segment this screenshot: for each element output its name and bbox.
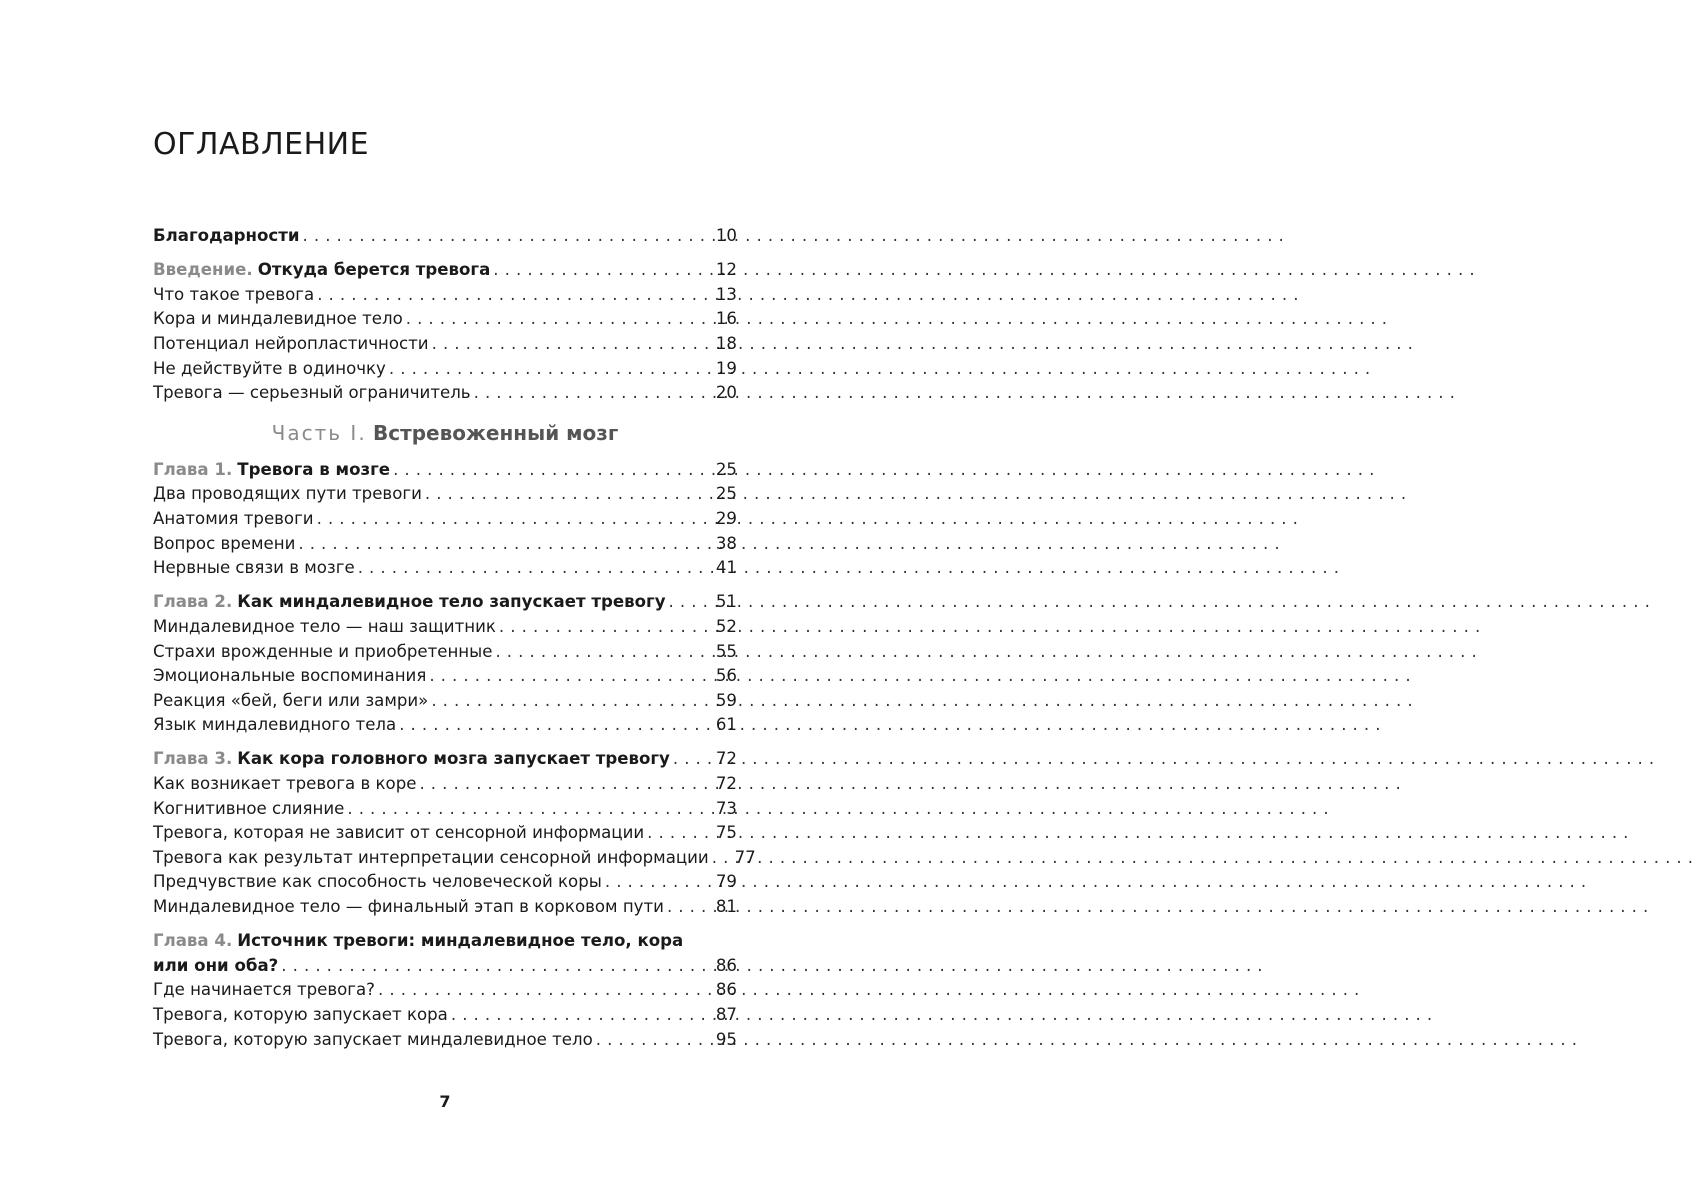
dot-leader <box>317 283 707 308</box>
dot-leader <box>393 458 707 483</box>
dot-leader <box>399 713 707 738</box>
page-number: 7 <box>439 1092 451 1111</box>
toc-entry-text: Благодарности <box>153 226 300 245</box>
toc-entry-prefix: Глава 2. <box>153 592 233 612</box>
toc-entry-chapter-1-4[interactable] <box>153 556 737 581</box>
dot-leader <box>378 978 707 1003</box>
dot-leader <box>303 224 708 249</box>
toc-entry-text: Тревога — серьезный ограничитель <box>153 383 471 403</box>
dot-leader <box>429 664 707 689</box>
toc-page-number: 25 <box>715 459 737 479</box>
dot-leader <box>495 640 707 665</box>
dot-leader <box>474 381 707 406</box>
dot-leader <box>596 1028 707 1053</box>
toc-entry-text: Страхи врожденные и приобретенные <box>153 641 493 661</box>
toc-page-number: 87 <box>715 1005 737 1024</box>
dot-leader <box>432 332 707 357</box>
toc-entry-text: Что такое тревога <box>153 284 315 304</box>
dot-leader <box>493 258 707 283</box>
toc-page-number: 61 <box>715 715 737 735</box>
toc-entry-chapter-4-3[interactable] <box>153 1028 737 1053</box>
toc-entry-chapter-3-5[interactable] <box>153 870 737 895</box>
toc-entry-text: Эмоциональные воспоминания <box>153 666 427 686</box>
toc-entry-intro[interactable] <box>153 258 737 283</box>
toc-entry-text: Два проводящих пути тревоги <box>153 484 422 504</box>
toc-page-number: 29 <box>715 508 737 528</box>
dot-leader <box>425 482 707 507</box>
toc-entry-text: Не действуйте в одиночку <box>153 358 386 378</box>
toc-entry-chapter-3-2[interactable] <box>153 797 737 822</box>
toc-page-number: 52 <box>715 616 737 636</box>
toc-page-number: 10 <box>715 226 737 245</box>
toc-entry-intro-3[interactable] <box>153 332 737 357</box>
toc-entry-prefix: Введение. <box>153 260 253 280</box>
dot-leader <box>431 689 707 714</box>
toc-entry-chapter-4-cont[interactable] <box>153 954 737 979</box>
table-of-contents <box>153 224 756 1052</box>
toc-page-number: 79 <box>715 872 737 892</box>
toc-entry-chapter-1-3[interactable] <box>153 532 737 557</box>
dot-leader <box>451 1003 707 1028</box>
toc-entry-text: Когнитивное слияние <box>153 798 345 818</box>
dot-leader <box>667 895 707 920</box>
toc-entry-intro-1[interactable] <box>153 283 737 308</box>
dot-leader <box>673 747 707 772</box>
toc-page-number: 51 <box>715 592 737 612</box>
toc-entry-text: Язык миндалевидного тела <box>153 715 397 735</box>
toc-entry-text: Предчувствие как способность человеческой коры <box>153 872 602 892</box>
dot-leader <box>499 615 707 640</box>
toc-entry-text: Источник тревоги: миндалевидное тело, кора <box>237 931 684 951</box>
dot-leader <box>347 797 707 822</box>
toc-entry-text: Потенциал нейропластичности <box>153 333 429 353</box>
toc-entry-chapter-2[interactable] <box>153 590 737 615</box>
toc-entry-thanks[interactable] <box>153 224 737 249</box>
toc-entry-chapter-1[interactable] <box>153 458 737 483</box>
toc-entry-prefix: Глава 1. <box>153 459 233 479</box>
dot-leader <box>317 507 707 532</box>
toc-entry-text: Миндалевидное тело — финальный этап в корковом пути <box>153 897 664 917</box>
toc-entry-chapter-2-2[interactable] <box>153 640 737 665</box>
dot-leader <box>358 556 707 581</box>
dot-leader <box>281 954 707 979</box>
toc-page-number: 55 <box>715 641 737 661</box>
part-title: Встревоженный мозг <box>373 420 619 445</box>
toc-page-number: 13 <box>715 284 737 304</box>
toc-page-number: 59 <box>715 690 737 710</box>
toc-entry-text: Кора и миндалевидное тело <box>153 309 403 329</box>
toc-page-number: 38 <box>715 533 737 553</box>
dot-leader <box>647 821 707 846</box>
toc-page-number: 25 <box>715 484 737 504</box>
toc-entry-text: Нервные связи в мозге <box>153 558 355 578</box>
toc-page-number: 12 <box>715 260 737 280</box>
toc-entry-chapter-2-3[interactable] <box>153 664 737 689</box>
toc-entry-chapter-2-4[interactable] <box>153 689 737 714</box>
toc-entry-chapter-3-1[interactable] <box>153 772 737 797</box>
toc-entry-text: Тревога, которую запускает кора <box>153 1005 448 1024</box>
dot-leader <box>419 772 707 797</box>
toc-entry-chapter-2-5[interactable] <box>153 713 737 738</box>
toc-entry-text: Реакция «бей, беги или замри» <box>153 690 429 710</box>
toc-entry-chapter-3[interactable] <box>153 747 737 772</box>
toc-entry-chapter-4-2[interactable] <box>153 1003 737 1028</box>
dot-leader <box>298 532 707 557</box>
toc-page-number: 86 <box>715 955 737 975</box>
toc-page-number: 95 <box>715 1029 737 1049</box>
toc-entry-text: Анатомия тревоги <box>153 508 314 528</box>
toc-page-number: 18 <box>715 333 737 353</box>
toc-entry-chapter-3-4[interactable] <box>153 846 756 871</box>
toc-entry-chapter-2-1[interactable] <box>153 615 737 640</box>
toc-entry-chapter-3-3[interactable] <box>153 821 737 846</box>
toc-entry-text: Тревога как результат интерпретации сенсорной информации <box>153 847 709 867</box>
toc-page-number: 72 <box>715 749 737 769</box>
toc-entry-chapter-4[interactable] <box>153 929 737 954</box>
toc-entry-text: Как возникает тревога в коре <box>153 774 417 794</box>
toc-entry-text: Где начинается тревога? <box>153 980 375 1000</box>
page-title: ОГЛАВЛЕНИЕ <box>153 127 370 162</box>
toc-page-number: 19 <box>715 358 737 378</box>
toc-entry-text: Как кора головного мозга запускает тревогу <box>237 749 670 769</box>
toc-page-number: 20 <box>715 383 737 403</box>
toc-entry-text: Миндалевидное тело — наш защитник <box>153 616 496 636</box>
dot-leader <box>712 846 726 871</box>
toc-entry-chapter-3-6[interactable] <box>153 895 737 920</box>
toc-entry-text: или они оба? <box>153 955 279 975</box>
toc-page-number: 77 <box>734 847 756 867</box>
toc-entry-intro-4[interactable] <box>153 357 737 382</box>
toc-page-number: 86 <box>715 980 737 1000</box>
toc-entry-text: Тревога, которая не зависит от сенсорной информации <box>153 823 645 843</box>
dot-leader <box>605 870 707 895</box>
toc-page-number: 72 <box>715 774 737 794</box>
part-label: Часть I. <box>271 420 367 445</box>
toc-entry-text: Вопрос времени <box>153 533 296 553</box>
toc-entry-chapter-1-1[interactable] <box>153 482 737 507</box>
toc-entry-chapter-4-1[interactable] <box>153 978 737 1003</box>
toc-page-number: 16 <box>715 309 737 329</box>
toc-page-number: 41 <box>715 558 737 578</box>
toc-page-number: 56 <box>715 666 737 686</box>
dot-leader <box>406 307 707 332</box>
toc-entry-text: Тревога, которую запускает миндалевидное тело <box>153 1029 593 1049</box>
toc-entry-intro-2[interactable] <box>153 307 737 332</box>
toc-entry-text: Как миндалевидное тело запускает тревогу <box>237 592 666 612</box>
toc-entry-prefix: Глава 4. <box>153 931 233 951</box>
toc-entry-chapter-1-2[interactable] <box>153 507 737 532</box>
toc-page-number: 73 <box>715 798 737 818</box>
toc-entry-text: Тревога в мозге <box>237 459 391 479</box>
toc-page-number: 81 <box>715 897 737 917</box>
toc-page-number: 75 <box>715 823 737 843</box>
dot-leader <box>389 357 707 382</box>
part-heading <box>153 418 737 448</box>
toc-entry-text: Откуда берется тревога <box>257 260 491 280</box>
toc-entry-intro-5[interactable] <box>153 381 737 406</box>
dot-leader <box>669 590 707 615</box>
toc-entry-prefix: Глава 3. <box>153 749 233 769</box>
